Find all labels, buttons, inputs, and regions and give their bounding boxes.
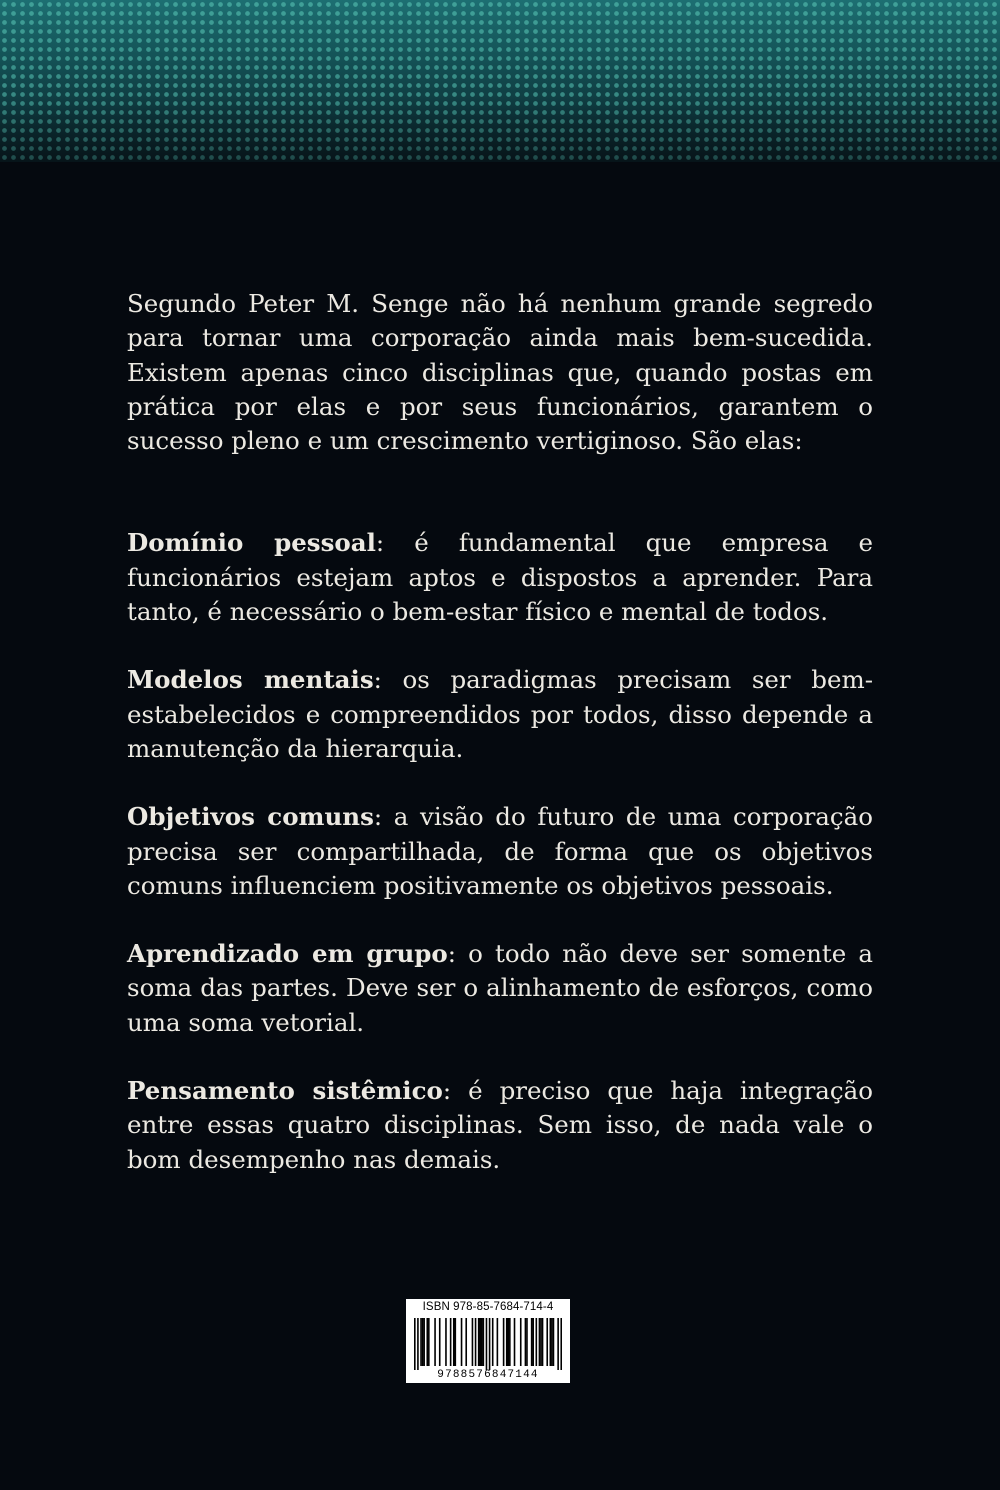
barcode-bar: [475, 1318, 477, 1366]
barcode-bar: [439, 1318, 441, 1366]
discipline-paragraph: [127, 1074, 873, 1177]
discipline-description: : é preciso que haja integração entre essas quatro disciplinas. Sem isso, de nada vale o bom desempenho nas demais.: [127, 1076, 873, 1174]
blurb-text: [127, 287, 873, 1211]
barcode-bar: [483, 1318, 485, 1366]
barcode-bar: [539, 1318, 541, 1366]
barcode-bar: [426, 1318, 428, 1366]
barcode-bar: [492, 1318, 494, 1366]
barcode-bar: [509, 1318, 511, 1366]
barcode-bar: [479, 1318, 481, 1366]
barcode-bar: [526, 1318, 528, 1366]
discipline-description: : a visão do futuro de uma corporação precisa ser compartilhada, de forma que os objetivos comuns influenciem positivamente os objetivos pessoais.: [127, 802, 873, 900]
barcode-bar: [472, 1318, 474, 1366]
discipline-paragraph: [127, 937, 873, 1040]
barcode-bar: [540, 1318, 542, 1366]
discipline-description: : os paradigmas precisam ser bem-estabelecidos e compreendidos por todos, disso depende a manutenção da hierarquia.: [127, 665, 873, 763]
barcode-bar: [507, 1318, 509, 1366]
barcode-bar: [434, 1318, 436, 1366]
barcode-bar: [557, 1318, 559, 1370]
barcode-bar: [450, 1318, 452, 1366]
barcode-bar: [489, 1318, 491, 1370]
barcode-bar: [514, 1318, 516, 1366]
intro-paragraph: Segundo Peter M. Senge não há nenhum grande segredo para tornar uma corporação ainda mais bem-sucedida. Existem apenas cinco disciplinas que, quando postas em prática por elas e por seus funcionários, garantem o sucesso pleno e um crescimento vertiginoso. São elas:: [127, 289, 873, 456]
barcode-bar: [520, 1318, 522, 1366]
barcode-bar: [553, 1318, 555, 1366]
discipline-term: Aprendizado em grupo: [127, 939, 448, 969]
barcode-bar: [531, 1318, 533, 1366]
discipline-description: : é fundamental que empresa e funcionários estejam aptos e dispostos a aprender. Para tanto, é necessário o bem-estar físico e mental de todos.: [127, 528, 873, 627]
discipline-paragraph: [127, 526, 873, 629]
isbn-label: ISBN 978-85-7684-714-4: [422, 1301, 554, 1313]
discipline-term: Pensamento sistêmico: [127, 1076, 443, 1106]
discipline-term: Domínio pessoal: [127, 528, 376, 558]
discipline-paragraph: [127, 663, 873, 766]
barcode-bar: [478, 1318, 480, 1366]
barcode-bar: [422, 1318, 424, 1366]
barcode-bar: [550, 1318, 552, 1366]
barcode-digits: 9788576847144: [437, 1369, 539, 1381]
barcode-bar: [445, 1318, 447, 1366]
barcode-bar: [453, 1318, 455, 1366]
discipline-term: Modelos mentais: [127, 665, 374, 695]
discipline-term: Objetivos comuns: [127, 802, 374, 832]
barcode-bar: [428, 1318, 430, 1366]
barcode-bar: [414, 1318, 416, 1370]
barcode-bars: [414, 1318, 562, 1370]
barcode-bar: [542, 1318, 544, 1366]
halftone-top-band: [0, 0, 1000, 162]
barcode-bar: [455, 1318, 457, 1366]
barcode-bar: [417, 1318, 419, 1370]
barcode-bar: [536, 1318, 538, 1366]
barcode-bar: [551, 1318, 553, 1366]
barcode-bar: [481, 1318, 483, 1366]
barcode-bar: [465, 1318, 467, 1366]
isbn-barcode: [406, 1299, 570, 1383]
barcode-bar: [532, 1318, 534, 1366]
barcode-bar: [525, 1318, 527, 1366]
discipline-description: : o todo não deve ser somente a soma das partes. Deve ser o alinhamento de esforços, como uma soma vetorial.: [127, 939, 873, 1037]
barcode-bar: [423, 1318, 425, 1366]
barcode-bar: [546, 1318, 548, 1366]
discipline-paragraph: [127, 800, 873, 903]
barcode-bar: [506, 1318, 508, 1366]
barcode-bar: [461, 1318, 463, 1366]
barcode-bar: [420, 1318, 422, 1366]
barcode-bar: [503, 1318, 505, 1366]
barcode-bar: [486, 1318, 488, 1370]
barcode-bar: [497, 1318, 499, 1366]
barcode-bar: [560, 1318, 562, 1370]
